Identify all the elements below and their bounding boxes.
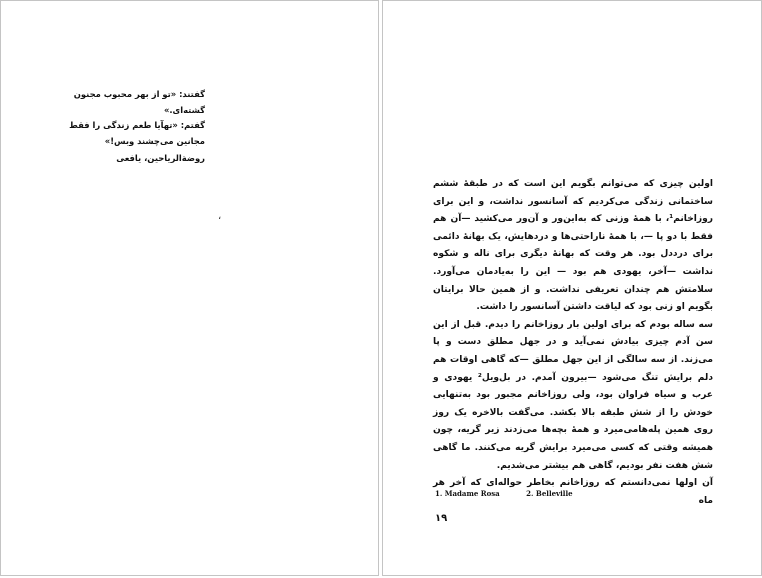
left-page	[0, 0, 379, 576]
right-page	[382, 0, 762, 576]
epigraph-line: گفتم: «تهآیا طعم زندگی را فقط مجانین می‌چشند وبس!»	[69, 120, 205, 146]
footnote: 1. Madame Rosa	[435, 489, 500, 498]
page-number: ۱۹	[435, 513, 448, 524]
epigraph-source: روضةالریاحین، یافعی	[116, 153, 205, 164]
epigraph	[57, 87, 205, 167]
paragraph: اولین چیزی که می‌توانم بگویم این است که در طبقهٔ ششم ساختمانی زندگی می‌کردیم که آسانسور نداشت، و این برای روزاخانم¹، با همهٔ وزنی که به‌این‌ور و آن‌ور می‌کشید —آن هم فقط با دو پا —، با همهٔ ناراحتی‌ها و دردهایش، یک بهانهٔ دائمی برای درددل بود. هر وقت که بهانهٔ دیگری برای ناله و شکوه نداشت —آخر، یهودی هم بود — این را به‌یادمان می‌آورد. سلامتش هم چندان تعریفی نداشت. و از همین حالا برایتان بگویم او زنی بود که لیاقت داشتن آسانسور را داشت.	[433, 179, 713, 313]
stray-mark: ،	[218, 211, 222, 222]
paragraph: آن اولها نمی‌دانستم که روزاخانم بخاطر حواله‌ای که آخر هر ماه	[433, 478, 713, 506]
paragraph: سه ساله بودم که برای اولین بار روزاخانم را دیدم. قبل از این سن آدم چیزی بیادش نمی‌آید و در جهل مطلق دست و پا می‌زند. از سه سالگی از این جهل مطلق —که گاهی اوقات هم دلم برایش تنگ می‌شود —بیرون آمدم. در بل‌ویل² یهودی و عرب و سیاه فراوان بود، ولی روزاخانم مجبور بود به‌تنهایی خودش را از شش طبقه بالا بکشد. می‌گفت بالاخره یک روز روی همین پله‌هامی‌میرد و همهٔ بچه‌ها می‌زدند زیر گریه، چون همیشه وقتی که کسی می‌میرد برایش گریه می‌کنند. ما گاهی شش هفت نفر بودیم، گاهی هم بیشتر می‌شدیم.	[433, 319, 713, 471]
body-text	[433, 176, 713, 510]
footnote: 2. Belleville	[526, 489, 573, 498]
footnotes	[435, 489, 685, 498]
epigraph-line: گفتند: «تو از بهر محبوب مجنون گشته‌ای.»	[73, 89, 205, 115]
